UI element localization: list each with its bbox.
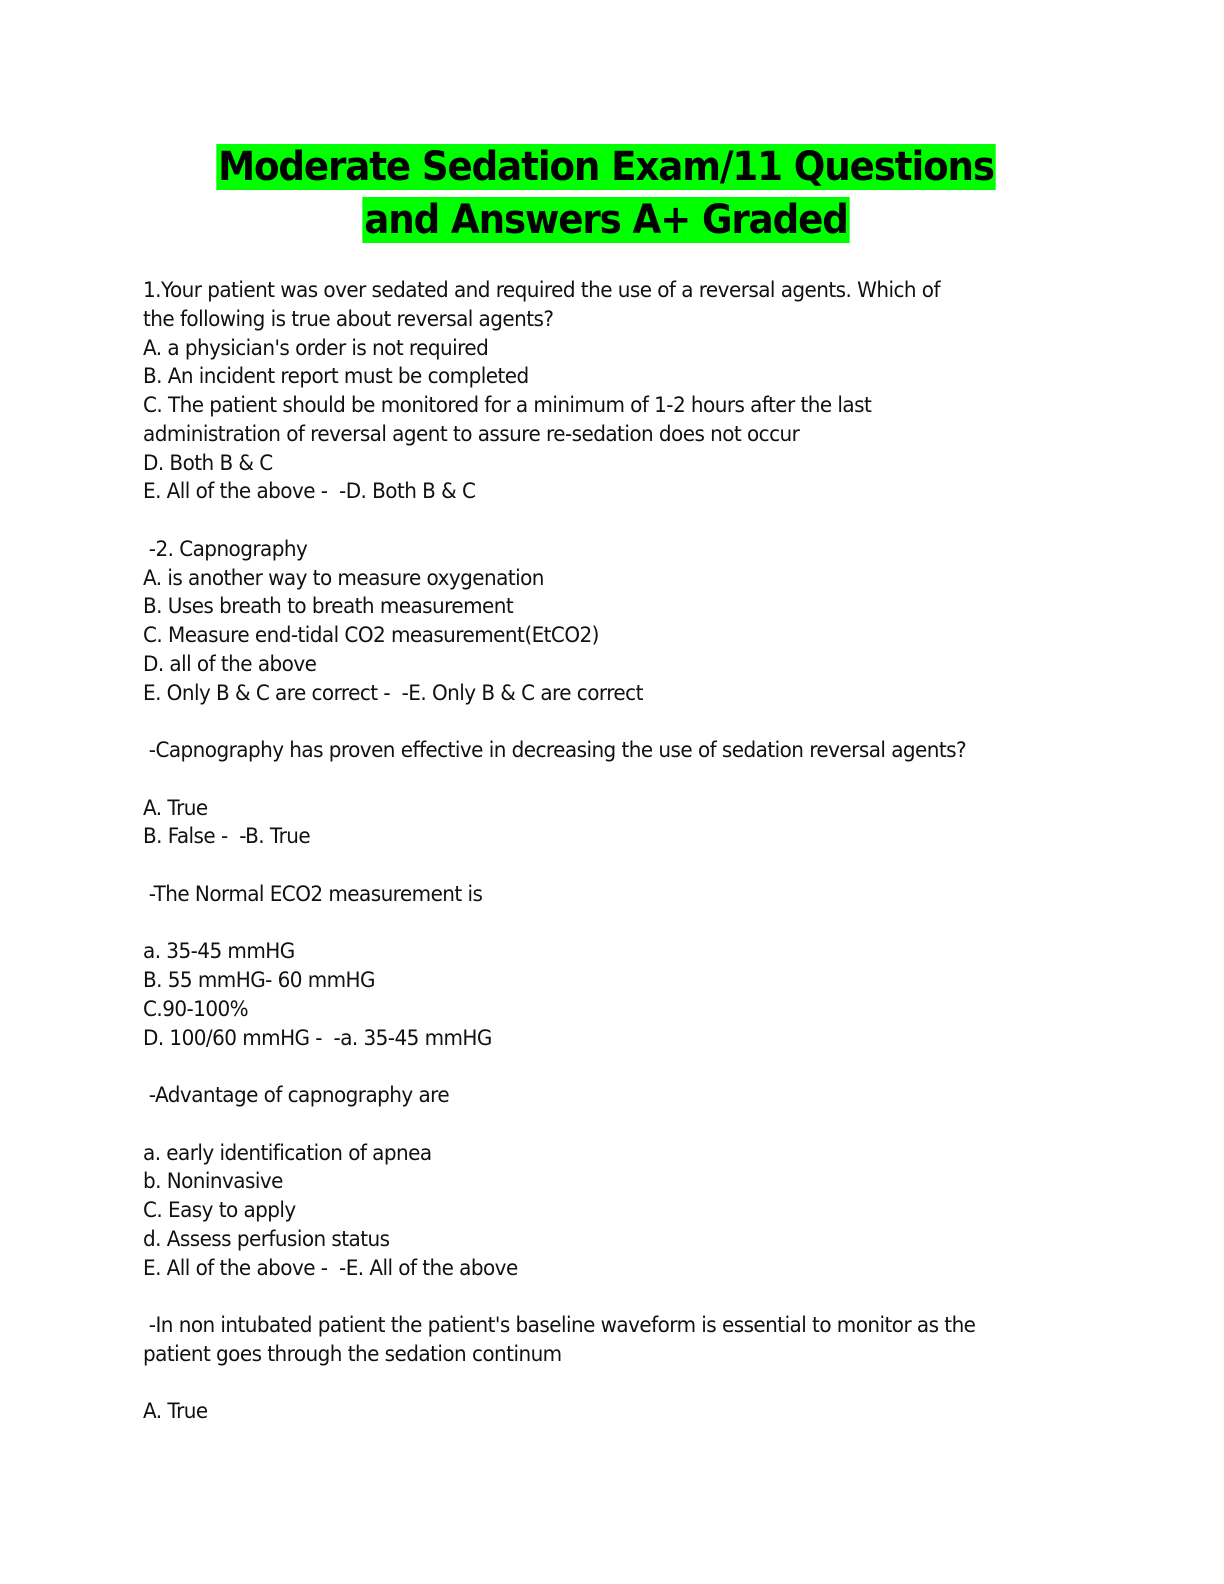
title-line-1: Moderate Sedation Exam/11 Questions [218, 144, 994, 190]
question-text: -Capnography has proven effective in decreasing the use of sedation reversal agents? [143, 738, 967, 763]
question-text: 1.Your patient was over sedated and required the use of a reversal agents. Which of [143, 278, 940, 303]
answer-option: B. 55 mmHG- 60 mmHG [143, 968, 375, 993]
question-2 [143, 536, 1036, 709]
question-4 [143, 881, 1036, 1054]
answer-option: B. An incident report must be completed [143, 364, 529, 390]
spacer [143, 1370, 1036, 1399]
spacer [143, 910, 1036, 939]
question-text: -2. Capnography [143, 536, 308, 562]
answer-option: a. 35-45 mmHG [143, 939, 295, 965]
spacer [143, 1053, 1036, 1082]
question-text: -Advantage of capnography are [143, 1083, 450, 1108]
answer-option-with-key: E. All of the above - -E. All of the above [143, 1255, 518, 1281]
answer-option: A. True [143, 795, 208, 821]
answer-option: B. Uses breath to breath measurement [143, 594, 514, 620]
question-5 [143, 1082, 1036, 1283]
answer-option: b. Noninvasive [143, 1169, 283, 1195]
answer-option: C.90-100% [143, 996, 249, 1022]
question-3 [143, 737, 1036, 852]
answer-option: C. The patient should be monitored for a minimum of 1-2 hours after the last [143, 393, 872, 418]
answer-option: D. Both B & C [143, 450, 273, 476]
document-body [143, 277, 1036, 1427]
spacer [143, 852, 1036, 881]
answer-option: A. True [143, 1399, 208, 1425]
spacer [143, 708, 1036, 737]
answer-option: administration of reversal agent to assure re-sedation does not occur [143, 421, 800, 447]
question-text: -In non intubated patient the patient's baseline waveform is essential to monitor as the [143, 1313, 976, 1338]
answer-option: C. Measure end-tidal CO2 measurement(EtCO2) [143, 623, 599, 648]
spacer [143, 1111, 1036, 1140]
answer-option: A. a physician's order is not required [143, 335, 489, 361]
answer-option: D. all of the above [143, 651, 317, 677]
answer-option: a. early identification of apnea [143, 1140, 432, 1166]
question-6 [143, 1312, 1036, 1427]
question-1 [143, 277, 1036, 507]
answer-option-with-key: D. 100/60 mmHG - -a. 35-45 mmHG [143, 1025, 492, 1051]
question-text: patient goes through the sedation continum [143, 1341, 562, 1367]
answer-option-with-key: E. All of the above - -D. Both B & C [143, 479, 476, 505]
question-text: the following is true about reversal agents? [143, 306, 554, 332]
spacer [143, 1283, 1036, 1312]
answer-option: A. is another way to measure oxygenation [143, 565, 544, 591]
answer-option: d. Assess perfusion status [143, 1226, 390, 1252]
question-text: -The Normal ECO2 measurement is [143, 881, 483, 907]
answer-option-with-key: B. False - -B. True [143, 824, 311, 850]
title-line-2: and Answers A+ Graded [364, 197, 848, 243]
spacer [143, 766, 1036, 795]
spacer [143, 507, 1036, 536]
document-title [42, 141, 1169, 247]
answer-option-with-key: E. Only B & C are correct - -E. Only B & C are correct [143, 680, 643, 706]
answer-option: C. Easy to apply [143, 1198, 296, 1223]
